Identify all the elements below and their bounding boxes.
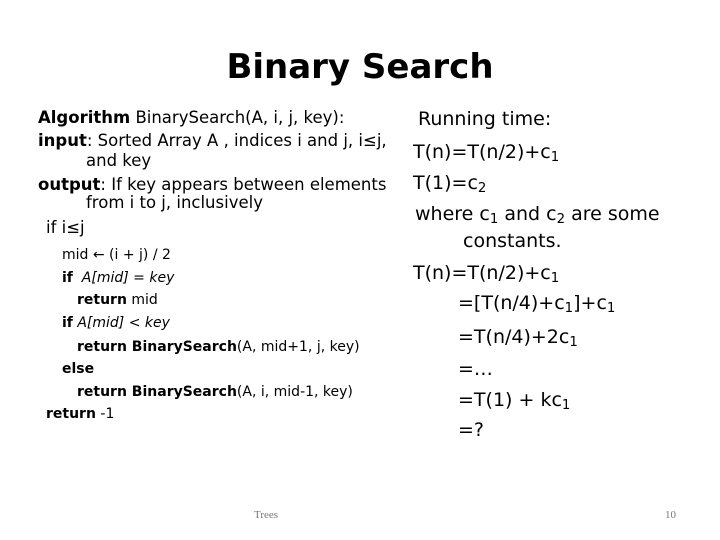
where-subscript-2: 2 [556,212,566,227]
derivation-step-6: =? [458,419,485,441]
derivation-step-4: =… [458,358,493,380]
output-description: : If key appears between elements [100,175,387,194]
derivation-text: =[T(n/4)+c [458,292,565,314]
algorithm-signature: BinarySearch(A, i, j, key): [130,108,345,127]
return-not-found-value: -1 [95,406,115,422]
derivation-step-1 [413,262,560,286]
algorithm-header-line [38,110,344,127]
derivation-subscript: 1 [569,335,578,350]
return-keyword: return [77,292,127,308]
if-less-line [62,316,170,330]
return-call: return BinarySearch [77,384,237,400]
input-continuation: and key [86,151,152,170]
base-case-subscript: 2 [477,181,487,196]
derivation-step-3 [458,326,578,350]
recurrence-text: T(n)=T(n/2)+c [413,141,551,163]
slide-title: Binary Search [226,47,494,87]
where-tail-text: are some [565,203,660,225]
input-description: : Sorted Array A , indices i and j, i≤j, [86,131,387,150]
derivation-text: ]+c [573,292,607,314]
derivation-step-2 [458,292,616,316]
page-number: 10 [665,509,676,521]
return-mid-value: mid [126,292,158,308]
return-call: return BinarySearch [77,339,237,355]
constants-note-line [415,203,660,227]
input-line [38,133,387,150]
derivation-step-5 [458,389,571,413]
base-case-text: T(1)=c [413,172,478,194]
derivation-text: =T(n/4)+2c [458,326,570,348]
recurrence-equation [413,141,560,165]
base-case-equation [413,172,487,196]
return-right-half-line [77,340,360,354]
if-less-condition: A[mid] < key [77,315,170,331]
running-time-heading: Running time: [418,108,552,130]
mid-assignment-line: mid ← (i + j) / 2 [62,247,171,263]
return-mid-line [77,293,158,307]
return-not-found-line [46,407,114,421]
if-condition-line: if i≤j [46,218,85,237]
constants-word: constants. [463,230,562,252]
if-equal-line [62,271,174,285]
if-keyword: if [62,315,73,331]
footer-label: Trees [254,509,279,521]
where-text: where c [415,203,490,225]
if-keyword: if [62,270,73,286]
output-line [38,177,386,194]
derivation-subscript: 1 [564,301,574,316]
algorithm-keyword: Algorithm [38,108,131,127]
derivation-subscript: 1 [550,271,560,286]
return-right-args: (A, mid+1, j, key) [236,339,360,355]
return-left-half-line [77,385,353,399]
derivation-text: T(n)=T(n/2)+c [413,262,551,284]
recurrence-subscript: 1 [550,150,560,165]
derivation-subscript: 1 [561,398,571,413]
if-equal-condition: A[mid] = key [81,270,175,286]
where-and-text: and c [498,203,557,225]
return-left-args: (A, i, mid-1, key) [236,384,353,400]
derivation-text: =T(1) + kc [458,389,562,411]
return-keyword: return [46,406,96,422]
else-line: else [62,361,95,377]
derivation-subscript: 1 [606,301,616,316]
where-subscript-1: 1 [489,212,499,227]
output-keyword: output [38,175,101,194]
output-continuation: from i to j, inclusively [86,193,263,212]
input-keyword: input [38,131,87,150]
